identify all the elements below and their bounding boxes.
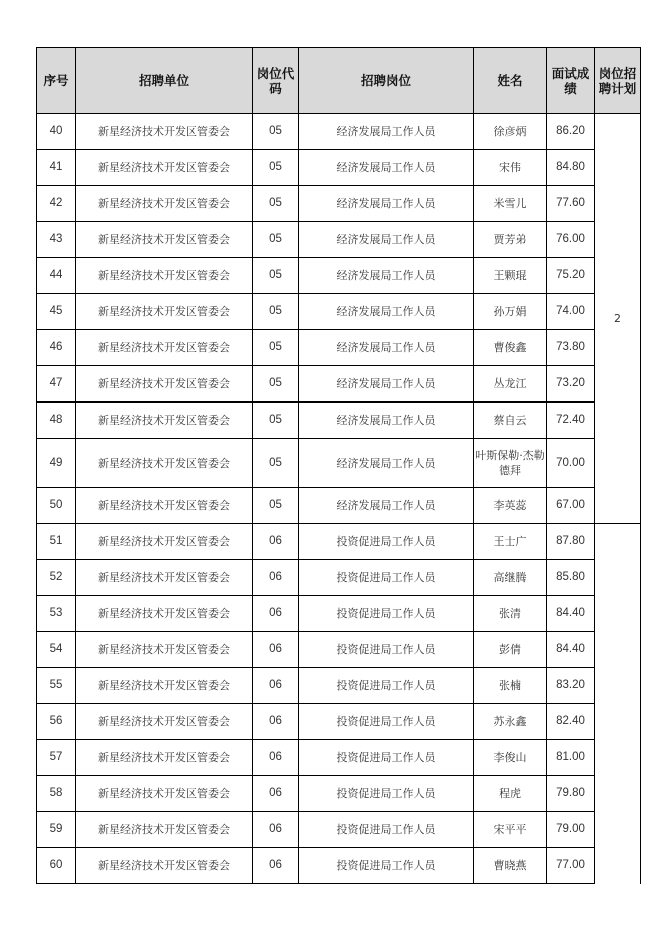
- cell-score: 85.80: [547, 560, 595, 596]
- cell-score: 83.20: [547, 668, 595, 704]
- cell-unit: 新星经济技术开发区管委会: [76, 668, 253, 704]
- cell-code: 06: [253, 560, 299, 596]
- cell-name: 李英蕊: [474, 488, 547, 524]
- table-row: [37, 848, 641, 884]
- cell-code: 05: [253, 330, 299, 366]
- cell-code: 05: [253, 150, 299, 186]
- cell-code: 06: [253, 740, 299, 776]
- cell-score: 84.40: [547, 596, 595, 632]
- table-row: [37, 524, 641, 560]
- cell-seq: 41: [37, 150, 76, 186]
- header-score: 面试成绩: [547, 48, 595, 114]
- cell-position: 经济发展局工作人员: [299, 294, 474, 330]
- cell-code: 06: [253, 668, 299, 704]
- cell-score: 87.80: [547, 524, 595, 560]
- cell-seq: 60: [37, 848, 76, 884]
- cell-seq: 48: [37, 402, 76, 439]
- cell-name: 孙万娟: [474, 294, 547, 330]
- cell-seq: 52: [37, 560, 76, 596]
- cell-seq: 43: [37, 222, 76, 258]
- cell-seq: 54: [37, 632, 76, 668]
- cell-seq: 58: [37, 776, 76, 812]
- cell-unit: 新星经济技术开发区管委会: [76, 258, 253, 294]
- table-row: [37, 668, 641, 704]
- cell-seq: 56: [37, 704, 76, 740]
- cell-unit: 新星经济技术开发区管委会: [76, 114, 253, 150]
- cell-name: 叶斯保勒·杰勒德拜: [474, 439, 547, 488]
- table-row: [37, 402, 641, 439]
- cell-unit: 新星经济技术开发区管委会: [76, 294, 253, 330]
- cell-seq: 44: [37, 258, 76, 294]
- cell-unit: 新星经济技术开发区管委会: [76, 186, 253, 222]
- cell-code: 05: [253, 402, 299, 439]
- cell-seq: 49: [37, 439, 76, 488]
- header-plan: 岗位招聘计划: [595, 48, 641, 114]
- cell-name: 米雪儿: [474, 186, 547, 222]
- cell-name: 程虎: [474, 776, 547, 812]
- cell-seq: 59: [37, 812, 76, 848]
- table-row: [37, 740, 641, 776]
- table-row: [37, 150, 641, 186]
- cell-position: 经济发展局工作人员: [299, 330, 474, 366]
- cell-code: 05: [253, 222, 299, 258]
- cell-unit: 新星经济技术开发区管委会: [76, 222, 253, 258]
- table-row: [37, 330, 641, 366]
- cell-position: 经济发展局工作人员: [299, 488, 474, 524]
- cell-name: 张楠: [474, 668, 547, 704]
- table-row: [37, 632, 641, 668]
- cell-name: 曹晓燕: [474, 848, 547, 884]
- cell-score: 81.00: [547, 740, 595, 776]
- cell-unit: 新星经济技术开发区管委会: [76, 524, 253, 560]
- header-position: 招聘岗位: [299, 48, 474, 114]
- cell-unit: 新星经济技术开发区管委会: [76, 740, 253, 776]
- cell-score: 77.60: [547, 186, 595, 222]
- cell-code: 05: [253, 488, 299, 524]
- cell-score: 67.00: [547, 488, 595, 524]
- cell-name: 丛龙江: [474, 366, 547, 403]
- header-unit: 招聘单位: [76, 48, 253, 114]
- cell-score: 76.00: [547, 222, 595, 258]
- cell-position: 投资促进局工作人员: [299, 704, 474, 740]
- cell-code: 05: [253, 294, 299, 330]
- cell-position: 投资促进局工作人员: [299, 560, 474, 596]
- cell-code: 06: [253, 632, 299, 668]
- cell-position: 经济发展局工作人员: [299, 402, 474, 439]
- cell-code: 05: [253, 186, 299, 222]
- cell-unit: 新星经济技术开发区管委会: [76, 330, 253, 366]
- table-row: [37, 596, 641, 632]
- table-row: [37, 704, 641, 740]
- cell-code: 06: [253, 704, 299, 740]
- cell-score: 73.80: [547, 330, 595, 366]
- cell-seq: 55: [37, 668, 76, 704]
- cell-score: 79.80: [547, 776, 595, 812]
- table-row: [37, 186, 641, 222]
- cell-name: 彭倩: [474, 632, 547, 668]
- cell-name: 李俊山: [474, 740, 547, 776]
- cell-position: 投资促进局工作人员: [299, 812, 474, 848]
- cell-position: 经济发展局工作人员: [299, 186, 474, 222]
- cell-score: 74.00: [547, 294, 595, 330]
- table-row: [37, 776, 641, 812]
- table-row: [37, 366, 641, 403]
- cell-name: 宋伟: [474, 150, 547, 186]
- cell-name: 张清: [474, 596, 547, 632]
- cell-score: 72.40: [547, 402, 595, 439]
- cell-code: 05: [253, 366, 299, 403]
- header-code: 岗位代码: [253, 48, 299, 114]
- cell-code: 05: [253, 258, 299, 294]
- cell-score: 73.20: [547, 366, 595, 403]
- cell-seq: 46: [37, 330, 76, 366]
- cell-unit: 新星经济技术开发区管委会: [76, 402, 253, 439]
- cell-score: 79.00: [547, 812, 595, 848]
- cell-code: 06: [253, 776, 299, 812]
- cell-position: 经济发展局工作人员: [299, 222, 474, 258]
- cell-unit: 新星经济技术开发区管委会: [76, 439, 253, 488]
- cell-seq: 40: [37, 114, 76, 150]
- table-row: [37, 294, 641, 330]
- cell-name: 王士广: [474, 524, 547, 560]
- table-row: [37, 560, 641, 596]
- cell-position: 投资促进局工作人员: [299, 740, 474, 776]
- cell-score: 77.00: [547, 848, 595, 884]
- cell-plan-empty: [595, 524, 641, 884]
- cell-unit: 新星经济技术开发区管委会: [76, 704, 253, 740]
- cell-seq: 50: [37, 488, 76, 524]
- cell-code: 06: [253, 524, 299, 560]
- cell-unit: 新星经济技术开发区管委会: [76, 560, 253, 596]
- cell-code: 06: [253, 848, 299, 884]
- header-seq: 序号: [37, 48, 76, 114]
- cell-score: 75.20: [547, 258, 595, 294]
- table-row: [37, 114, 641, 150]
- table-body: [37, 114, 641, 884]
- cell-position: 经济发展局工作人员: [299, 366, 474, 403]
- cell-name: 高继腾: [474, 560, 547, 596]
- cell-unit: 新星经济技术开发区管委会: [76, 812, 253, 848]
- table-row: [37, 812, 641, 848]
- cell-plan: 2: [595, 114, 641, 524]
- cell-name: 宋平平: [474, 812, 547, 848]
- table-row: [37, 222, 641, 258]
- cell-name: 王颗琨: [474, 258, 547, 294]
- cell-position: 投资促进局工作人员: [299, 776, 474, 812]
- cell-code: 05: [253, 439, 299, 488]
- cell-seq: 57: [37, 740, 76, 776]
- cell-seq: 51: [37, 524, 76, 560]
- cell-name: 苏永鑫: [474, 704, 547, 740]
- cell-unit: 新星经济技术开发区管委会: [76, 632, 253, 668]
- cell-name: 徐彦炳: [474, 114, 547, 150]
- cell-name: 蔡自云: [474, 402, 547, 439]
- header-row: [37, 48, 641, 114]
- cell-seq: 42: [37, 186, 76, 222]
- cell-position: 经济发展局工作人员: [299, 258, 474, 294]
- cell-name: 曹俊鑫: [474, 330, 547, 366]
- cell-position: 经济发展局工作人员: [299, 114, 474, 150]
- cell-unit: 新星经济技术开发区管委会: [76, 848, 253, 884]
- cell-unit: 新星经济技术开发区管委会: [76, 596, 253, 632]
- cell-code: 05: [253, 114, 299, 150]
- results-table: [36, 47, 641, 884]
- header-name: 姓名: [474, 48, 547, 114]
- cell-score: 70.00: [547, 439, 595, 488]
- cell-code: 06: [253, 596, 299, 632]
- cell-position: 投资促进局工作人员: [299, 668, 474, 704]
- cell-position: 经济发展局工作人员: [299, 150, 474, 186]
- table-row: [37, 439, 641, 488]
- cell-name: 贾芳弟: [474, 222, 547, 258]
- cell-unit: 新星经济技术开发区管委会: [76, 488, 253, 524]
- cell-unit: 新星经济技术开发区管委会: [76, 150, 253, 186]
- cell-code: 06: [253, 812, 299, 848]
- cell-unit: 新星经济技术开发区管委会: [76, 776, 253, 812]
- cell-score: 84.80: [547, 150, 595, 186]
- cell-position: 投资促进局工作人员: [299, 524, 474, 560]
- cell-score: 82.40: [547, 704, 595, 740]
- cell-score: 86.20: [547, 114, 595, 150]
- cell-unit: 新星经济技术开发区管委会: [76, 366, 253, 403]
- cell-score: 84.40: [547, 632, 595, 668]
- cell-position: 投资促进局工作人员: [299, 632, 474, 668]
- table-row: [37, 258, 641, 294]
- cell-position: 经济发展局工作人员: [299, 439, 474, 488]
- cell-seq: 47: [37, 366, 76, 403]
- cell-seq: 45: [37, 294, 76, 330]
- cell-position: 投资促进局工作人员: [299, 596, 474, 632]
- table-row: [37, 488, 641, 524]
- cell-position: 投资促进局工作人员: [299, 848, 474, 884]
- cell-seq: 53: [37, 596, 76, 632]
